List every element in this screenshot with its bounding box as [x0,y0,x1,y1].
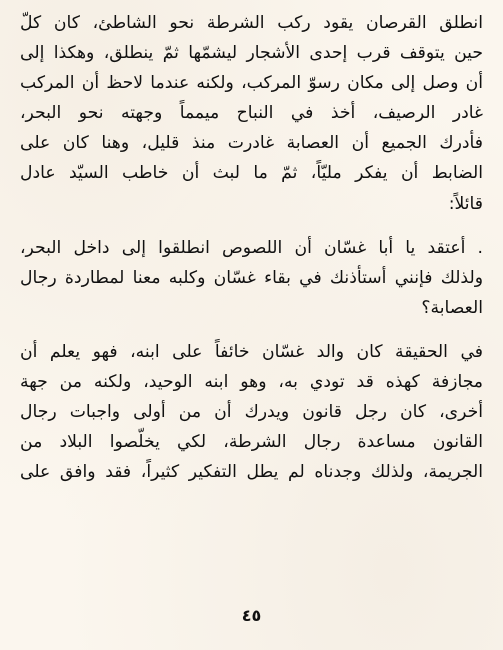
text-line: في الحقيقة كان والد غسّان خائفاً على ابنه، فهو يعلم أن [20,341,483,362]
text-line: غادر الرصيف، أخذ في النباح ميمماً وجهته نحو البحر، [20,103,483,124]
paragraph-1 [20,8,483,219]
text-line: قائلاً: [448,193,483,214]
text-line: الضابط أن يفكر مليّاً، ثمّ ما لبث أن خاطب السيّد عادل [20,163,483,184]
text-line: حين يتوقف قرب إحدى الأشجار ليشمّها ثمّ ينطلق، وهكذا إلى [20,43,483,64]
paragraph-spacer [20,323,483,337]
text-line: . أعتقد يا أبا غسّان أن اللصوص انطلقوا إلى داخل البحر، [20,237,483,258]
text-line: الجريمة، ولذلك وجدناه لم يطل التفكير كثيراً، فقد وافق على [20,462,483,483]
text-line: فأدرك الجميع أن العصابة غادرت منذ قليل، وهنا كان على [20,133,483,154]
text-line: ولذلك فإنني أستأذنك في بقاء غسّان وكلبه معنا لمطاردة رجال [20,267,483,288]
text-line: القانون مساعدة رجال الشرطة، لكي يخلّصوا البلاد من [20,432,483,453]
body-text [20,8,483,487]
text-line: مجازفة كهذه قد تودي به، وهو ابنه الوحيد، ولكنه من جهة [20,372,483,393]
paragraph-3 [20,337,483,487]
text-line: أن وصل إلى مكان رسوّ المركب، ولكنه عندما لاحظ أن المركب [20,73,483,94]
text-line: العصابة؟ [421,297,483,318]
paragraph-2 [20,233,483,323]
page-number: ٤٥ [241,606,262,625]
text-line: انطلق القرصان يقود ركب الشرطة نحو الشاطئ، كان كلّ [20,13,483,33]
text-line: أخرى، كان رجل قانون ويدرك أن من أولى واجبات رجال [20,402,483,423]
paragraph-spacer [20,219,483,233]
